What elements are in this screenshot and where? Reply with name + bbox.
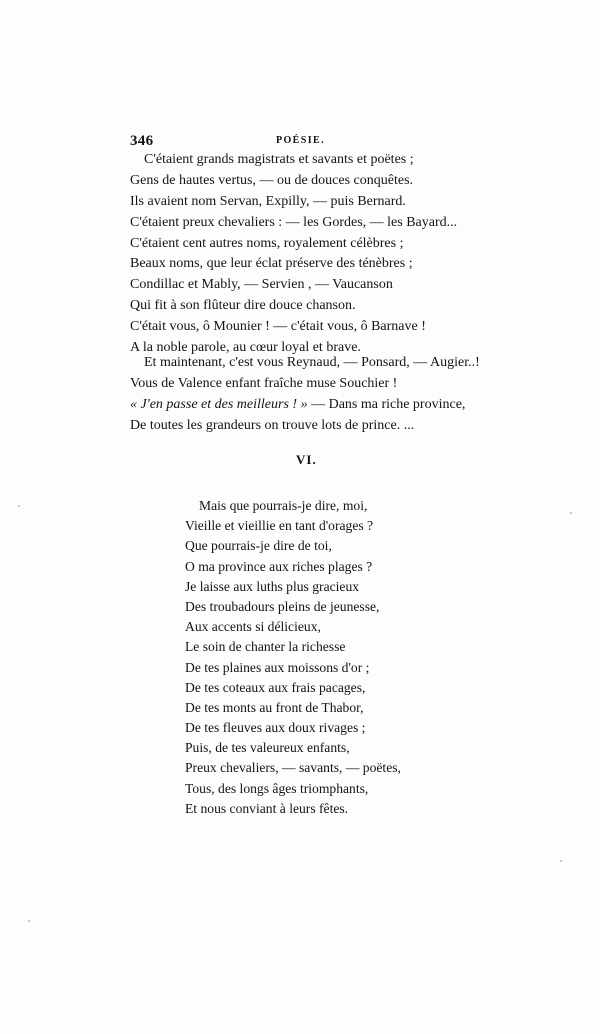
verse-line: Beaux noms, que leur éclat préserve des ténèbres ; [130, 256, 413, 272]
verse-line: Et nous conviant à leurs fêtes. [185, 800, 349, 816]
verse-line: Vieille et vieillie en tant d'orages ? [185, 518, 374, 534]
italic-quotation: « J'en passe et des meilleurs ! » [130, 396, 308, 412]
verse-line: Qui fit à son flûteur dire douce chanson. [130, 298, 356, 314]
verse-line: De tes fleuves aux doux rivages ; [185, 720, 366, 736]
verse-line: Aux accents si délicieux, [185, 619, 321, 635]
verse-line [130, 395, 480, 416]
running-head: POÉSIE. [276, 135, 325, 146]
verse-line: A la noble parole, au cœur loyal et brave. [130, 340, 361, 356]
poem-stanza-1 [130, 150, 457, 359]
verse-line: C'étaient cent autres noms, royalement célèbres ; [130, 235, 404, 251]
verse-line: Et maintenant, c'est vous Reynaud, — Ponsard, — Augier..! [144, 355, 480, 370]
paper-speck [560, 860, 562, 862]
verse-line: Des troubadours pleins de jeunesse, [185, 598, 380, 614]
verse-line: Mais que pourrais-je dire, moi, [199, 498, 368, 513]
verse-line: De toutes les grandeurs on trouve lots de prince. ... [130, 417, 415, 433]
paper-speck [570, 512, 572, 514]
verse-line: De tes monts au front de Thabor, [185, 699, 364, 715]
verse-line: Puis, de tes valeureux enfants, [185, 740, 350, 756]
verse-line: C'était vous, ô Mounier ! — c'était vous, ô Barnave ! [130, 319, 426, 335]
verse-line: Je laisse aux luths plus gracieux [185, 578, 360, 594]
verse-line-remainder: — Dans ma riche province, [307, 396, 466, 412]
paper-speck [18, 505, 20, 507]
page-number: 346 [130, 133, 154, 149]
verse-line: Ils avaient nom Servan, Expilly, — puis Bernard. [130, 193, 406, 209]
verse-line: Vous de Valence enfant fraîche muse Souchier ! [130, 375, 398, 391]
verse-line: O ma province aux riches plages ? [185, 558, 373, 574]
verse-line: De tes coteaux aux frais pacages, [185, 679, 366, 695]
verse-line: Gens de hautes vertus, — ou de douces conquêtes. [130, 172, 414, 188]
poem-stanza-3 [185, 496, 401, 819]
verse-line: Tous, des longs âges triomphants, [185, 780, 369, 796]
verse-line: C'étaient preux chevaliers : — les Gordes, — les Bayard... [130, 214, 458, 230]
paper-speck [28, 920, 30, 922]
verse-line: Condillac et Mably, — Servien , — Vaucanson [130, 277, 393, 293]
verse-line: Preux chevaliers, — savants, — poëtes, [185, 760, 401, 776]
section-heading: VI. [296, 452, 317, 467]
poem-stanza-2 [130, 353, 480, 437]
verse-line: C'étaient grands magistrats et savants et poëtes ; [144, 152, 414, 167]
verse-line: Le soin de chanter la richesse [185, 639, 346, 655]
verse-line: De tes plaines aux moissons d'or ; [185, 659, 370, 675]
verse-line: Que pourrais-je dire de toi, [185, 538, 332, 554]
